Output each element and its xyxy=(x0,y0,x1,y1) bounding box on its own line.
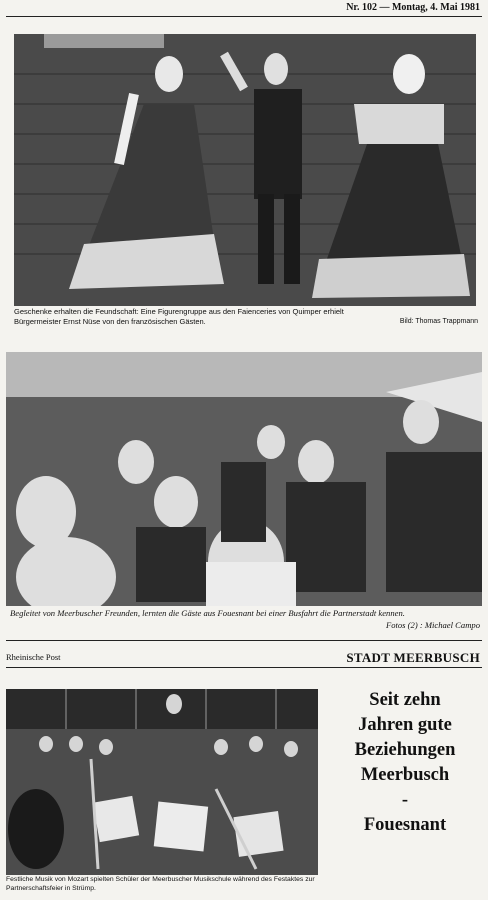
section-title: STADT MEERBUSCH xyxy=(346,650,480,665)
article-headline xyxy=(330,688,480,838)
bus-trip-photo xyxy=(6,352,482,606)
photo3-caption: Festliche Musik von Mozart spielten Schüler der Meerbuscher Musikschule während des Festaktes zur Partnerschaftsfeier in Strümp. xyxy=(6,876,315,892)
header-rule xyxy=(6,16,482,17)
photo1-caption: Geschenke erhalten die Feundschaft: Eine Figurengruppe aus den Faienceries von Quimper erhielt Bürgermeister Ernst Nüse von den französischen Gästen. xyxy=(14,307,344,326)
section-rule-bottom xyxy=(6,667,482,668)
headline-line: Jahren gute xyxy=(358,715,452,735)
headline-line: - xyxy=(401,790,409,810)
photo2-caption: Begleitet von Meerbuscher Freunden, lernten die Gäste aus Fouesnant bei einer Busfahrt die Partnerstadt kennen. xyxy=(10,608,405,618)
paper-name: Rheinische Post xyxy=(6,652,61,662)
figurine-group-photo xyxy=(14,34,476,306)
orchestra-photo xyxy=(6,689,318,875)
headline-line: Fouesnant xyxy=(363,815,447,835)
headline-line: Beziehungen xyxy=(354,740,456,760)
issue-date-line: Nr. 102 — Montag, 4. Mai 1981 xyxy=(346,2,480,13)
section-rule-top xyxy=(6,640,482,641)
headline-line: Meerbusch xyxy=(360,765,450,785)
headline-line: Seit zehn xyxy=(369,690,441,710)
photo1-credit: Bild: Thomas Trappmann xyxy=(399,318,478,325)
photo2-credit: Fotos (2) : Michael Campo xyxy=(385,620,480,630)
